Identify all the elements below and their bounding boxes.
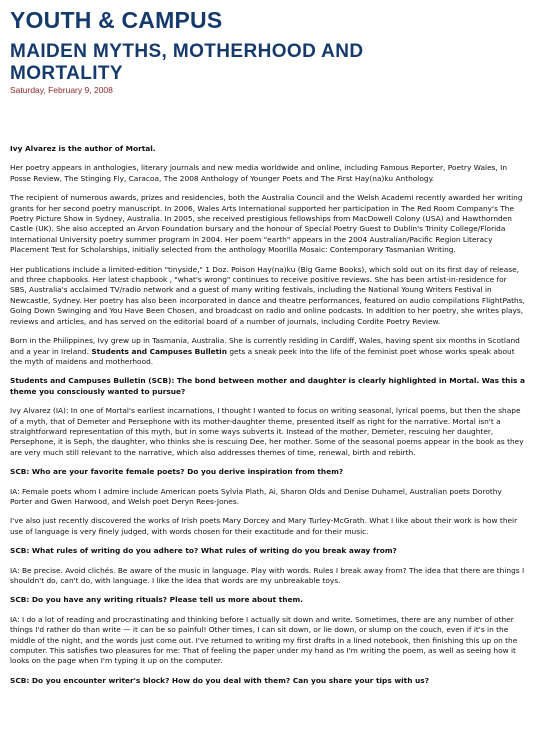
bio-text: gets a sneak peek into the life of the feminist poet whose works speak about the myth of maidens and motherhood.: [10, 346, 515, 366]
article-body: [10, 144, 525, 686]
answer: I've also just recently discovered the works of Irish poets Mary Dorcey and Mary Turley-McGrath. What I like about their work is how their use of language is very finely judged, with words chosen for their exactitude and for their music.: [10, 516, 518, 536]
bio-text: Born in the Philippines, Ivy grew up in Tasmania, Australia. She is currently residing in Cardiff, Wales, having spent six months in Scotland and a year in Ireland.: [10, 336, 520, 356]
question: SCB: Who are your favorite female poets? Do you derive inspiration from them?: [10, 467, 344, 477]
question: Students and Campuses Bulletin (SCB): The bond between mother and daughter is clearly highlighted in Mortal. Was this a theme you consciously wanted to pursue?: [10, 376, 525, 396]
answer: IA: Be precise. Avoid clichés. Be aware of the music in language. Play with words. Rules I break away from? The idea that there are things I shouldn't do, can't do, with language. I like the idea that words are my unbreakable toys.: [10, 565, 525, 585]
question: SCB: Do you encounter writer's block? How do you deal with them? Can you share your tips with us?: [10, 675, 429, 685]
article-title-line-1: MAIDEN MYTHS, MOTHERHOOD AND: [10, 41, 364, 62]
publication-name: Students and Campuses Bulletin: [91, 346, 227, 356]
bio-paragraph: [10, 336, 525, 367]
bio-paragraph: The recipient of numerous awards, prizes and residencies, both the Australia Council and the Welsh Academi recently awarded her writing grants for her second poetry manuscript. In 2006, Wales Arts International supported her participation in The Red Room Company's The Poetry Picture Show in Sydney, Australia. In 2005, she received prestigious fellowships from MacDowell Colony (USA) and Hawthornden Castle (UK). She also accepted an Arvon Foundation bursary and the honour of Special Poetry Guest to Dublin's Trinity College/Florida International University poetry summer program in 2004. Her poem "earth" appears in the 2004 Australian/Pacific Region Literacy Placement Test for Scholarships, initially selected from the anthology Moorilla Mosaic: Contemporary Tasmanian Writing.: [10, 193, 523, 255]
bio-paragraph: Her poetry appears in anthologies, literary journals and new media worldwide and online, including Famous Reporter, Poetry Wales, In Posse Review, The Stinging Fly, Caracoa, The 2008 Anthology of Younger Poets and The First Hay(na)ku Anthology.: [10, 163, 508, 183]
question: SCB: What rules of writing do you adhere to? What rules of writing do you break away from?: [10, 546, 397, 556]
article-title-line-2: MORTALITY: [10, 63, 124, 84]
answer: IA: I do a lot of reading and procrastinating and thinking before I actually sit down and write. Sometimes, there are any number of other things I'd rather do than write — it can be so painful! Other times, I can sit down, or lie down, or slump on the couch, even if it's in the middle of the night, and the words just come out. I've returned to writing my first drafts in a lined notebook, then finishing this up on the computer. This satisfies two pleasures for me: That of feeling the paper under my hand as I'm writing the poem, as well as seeing how it looks on the page when I'm typing it up on the computer.: [10, 614, 518, 666]
article-title: [10, 41, 525, 85]
bio-paragraph: Her publications include a limited-edition "tinyside," 1 Doz. Poison Hay(na)ku (Big Game Books), which sold out on its first day of release, and three chapbooks. Her latest chapbook , "what's wrong" continues to receive positive reviews. She has been artist-in-residence for SBS, Australia's acclaimed TV/radio network and a guest of many writing festivals, including the National Young Writers Festival in Newcastle, Sydney. Her poetry has also been incorporated in dance and theatre performances, featured on audio compilations FlightPaths, Going Down Swinging and You Have Been Chosen, and broadcast on radio and online podcasts. In addition to her poetry, she writes plays, reviews and articles, and has served on the editorial board of a number of journals, including Cordite Poetry Review.: [10, 264, 525, 326]
answer: IA: Female poets whom I admire include American poets Sylvia Plath, Ai, Sharon Olds and Denise Duhamel, Australian poets Dorothy Porter and Gwen Harwood, and Welsh poet Deryn Rees-Jones.: [10, 486, 502, 506]
intro-paragraph: Ivy Alvarez is the author of Mortal.: [10, 144, 156, 153]
question: SCB: Do you have any writing rituals? Please tell us more about them.: [10, 595, 304, 605]
section-heading: YOUTH & CAMPUS: [10, 7, 223, 33]
answer: Ivy Alvarez (IA): In one of Mortal's earliest incarnations, I thought I wanted to focus on writing seasonal, lyrical poems, but then the shape of a myth, that of Demeter and Persephone with its mother-daughter theme, presented itself as right for the narrative. Mortal isn't a straightforward representation of this myth, but in some ways subverts it. Instead of the mother, Demeter, rescuing her daughter, Persephone, it is Seph, the daughter, who thinks she is rescuing Dee, her mother. Some of the seasonal poems appear in the book as they are very much still relevant to the narrative, which also addresses themes of time, renewal, birth and rebirth.: [10, 406, 524, 457]
article-date: Saturday, February 9, 2008: [10, 85, 113, 95]
